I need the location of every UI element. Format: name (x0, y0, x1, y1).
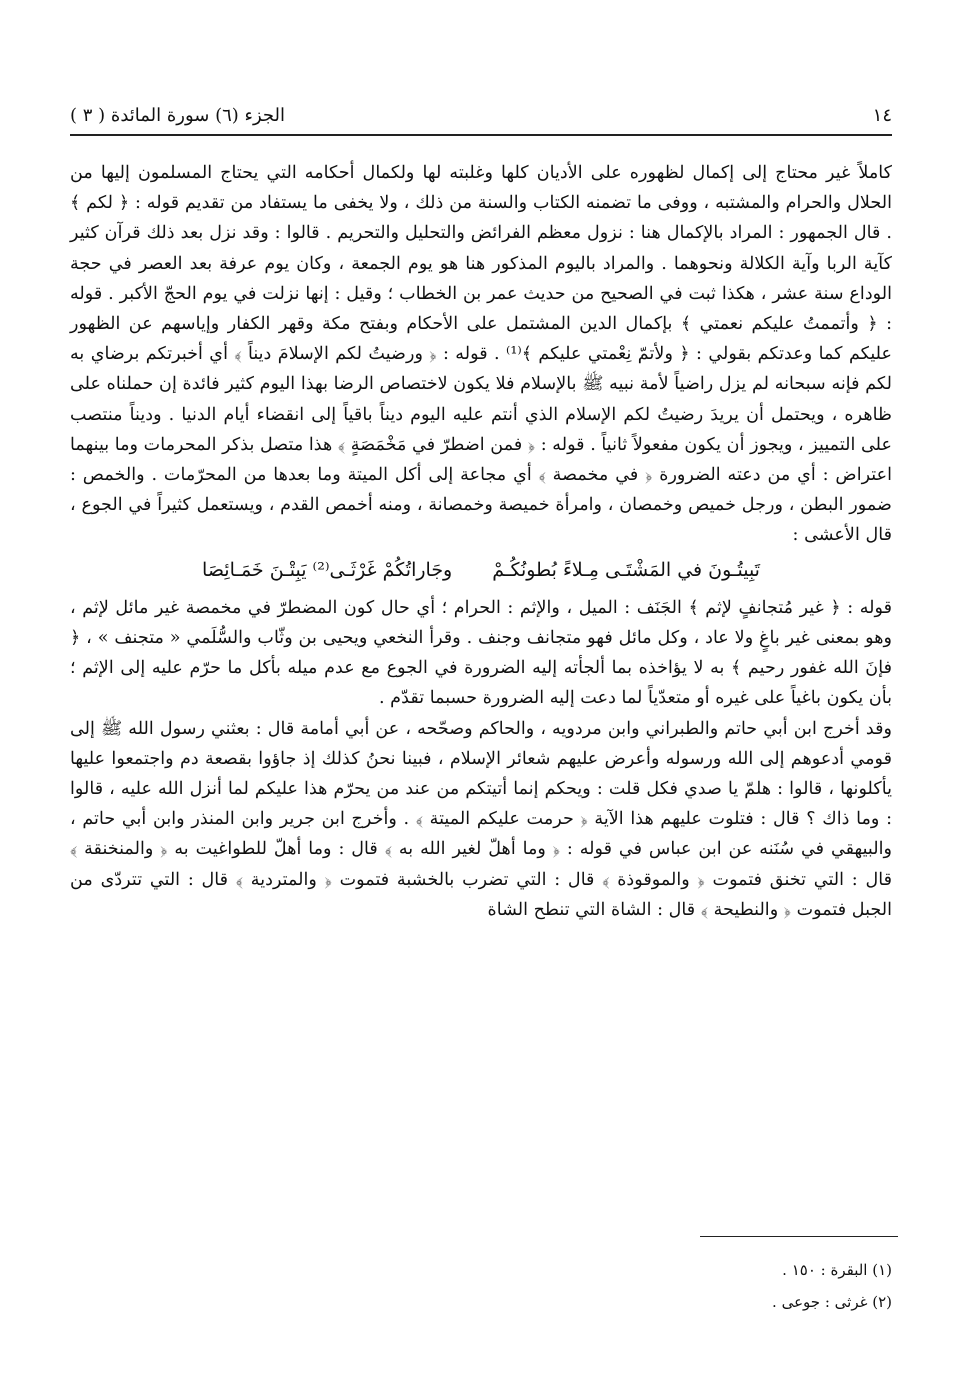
page-header (70, 100, 892, 130)
footnotes (70, 1254, 892, 1318)
header-divider (70, 134, 892, 136)
running-title: الجزء (٦) سورة المائدة ( ٣ ) (70, 104, 286, 126)
footnote-divider (700, 1236, 898, 1237)
footnote-1: (١) البقرة : ١٥٠ . (782, 1261, 892, 1279)
page-number: ١٤ (872, 104, 892, 126)
poetry-verse (70, 555, 892, 585)
verse-hemistich-first: تَبِيتُـونَ في المَشْتَـى مِـلاءً بُطونُكُـمْ (492, 558, 760, 581)
paragraph-commentary: كاملاً غير محتاج إلى إكمال لظهوره على الأديان كلها وغلبته لها ولكمال أحكامه التي يحتاج المسلمون إليها من الحلال والحرام والمشتبه ، ووفى ما تضمنه الكتاب والسنة من ذلك ، ولا يخفى ما يستفاد من تقديم قوله : ﴿ لكم ﴾ . قال الجمهور : المراد بالإكمال هنا : نزول معظم الفرائض والتحليل والتحريم . قالوا : وقد نزل بعد ذلك قرآن كثير كآية الربا وآية الكلالة ونحوهما . والمراد باليوم المذكور هنا هو يوم الجمعة ، وكان يوم عرفة بعد العصر في حجة الوداع سنة عشر ، هكذا ثبت في الصحيح من حديث عمر بن الخطاب ؛ وقيل : إنها نزلت في يوم الحجّ الأكبر . قوله : ﴿ وأتممتُ عليكم نعمتي ﴾ بإكمال الدين المشتمل على الأحكام وبفتح مكة وقهر الكفار وإياسهم عن الظهور عليكم كما وعدتكم بقولي : ﴿ ولأتمّ نِعْمتي عليكم ﴾⁽¹⁾ . قوله : ﴿ ورضيتُ لكم الإسلامَ ديناً ﴾ أي أخبرتكم برضاي به لكم فإنه سبحانه لم يزل راضياً لأمة نبيه ﷺ بالإسلام فلا يكون لاختصاص الرضا بهذا اليوم كثير فائدة إن حملناه على ظاهره ، ويحتمل أن يريدَ رضيتُ لكم الإسلام الذي أنتم عليه اليوم ديناً باقياً إلى انقضاء أيام الدنيا . وديناً منتصب على التمييز ، ويجوز أن يكون مفعولاً ثانياً . قوله : ﴿ فمن اضطرّ في مَخْمَصَةٍ ﴾ هذا متصل بذكر المحرمات وما بينهما اعتراض : أي من دعته الضرورة ﴿ في مخمصة ﴾ أي مجاعة إلى أكل الميتة وما بعدها من المحرّمات . والخمص : ضمور البطن ، ورجل خميص وخمصان ، وامرأة خميصة وخمصانة ، ومنه أخمص القدم ، ويستعمل كثيراً في الجوع ، قال الأعشى : (70, 163, 892, 546)
verse-hemistich-second: وجَاراتُكُمْ غَرْثَـى⁽²⁾ يَبِتْـنَ خَمَـائِصَا (202, 558, 453, 581)
paragraph-narrations: وقد أخرج ابن أبي حاتم والطبراني وابن مردويه ، والحاكم وصحّحه ، عن أبي أمامة قال : بعثني رسول الله ﷺ إلى قومي أدعوهم إلى الله ورسوله وأعرض عليهم شعائر الإسلام ، فبينا نحنُ كذلك إذ جاؤوا بقصعة دم واجتمعوا عليها يأكلونها ، قالوا : هلمّ يا صدي فكل قلت : ويحكم إنما أتيتكم من عند من يحرّم هذا عليكم لما أنزل الله عليه ، قالوا : وما ذاك ؟ قال : فتلوت عليهم هذا الآية ﴿ حرمت عليكم الميتة ﴾ . وأخرج ابن جرير وابن المنذر وابن أبي حاتم ، والبيهقي في سُنَنه عن ابن عباس في قوله : ﴿ وما أهلّ لغير الله به ﴾ قال : وما أهلّ للطواغيت به ﴿ والمنخنقة ﴾ قال : التي تخنق فتموت ﴿ والموقوذة ﴾ قال : التي تضرب بالخشبة فتموت ﴿ والمتردية ﴾ قال : التي تتردّى من الجبل فتموت ﴿ والنطيحة ﴾ قال : الشاة التي تنطح الشاة (70, 718, 892, 920)
footnote-2: (٢) غرثى : جوعى . (772, 1293, 892, 1311)
main-text (70, 158, 892, 925)
paragraph-explanation: قوله : ﴿ غير مُتجانفٍ لإثم ﴾ الجَنَف : الميل ، والإثم : الحرام ؛ أي حال كون المضطرّ في مخمصة غير مائل لإثم ، وهو بمعنى غير باغٍ ولا عاد ، وكل مائل فهو متجانف وجنف . وقرأ النخعي ويحيى بن وثّاب والسُّلَمي « متجنف » ، ﴿ فإنَ الله غفور رحيم ﴾ به لا يؤاخذه بما ألجأته إليه الضرورة في الجوع مع عدم ميله بأكل ما حرّم عليه إلى الإثم ؛ بأن يكون باغياً على غيره أو متعدّياً لما دعت إليه الضرورة حسبما تقدّم . (70, 597, 892, 709)
